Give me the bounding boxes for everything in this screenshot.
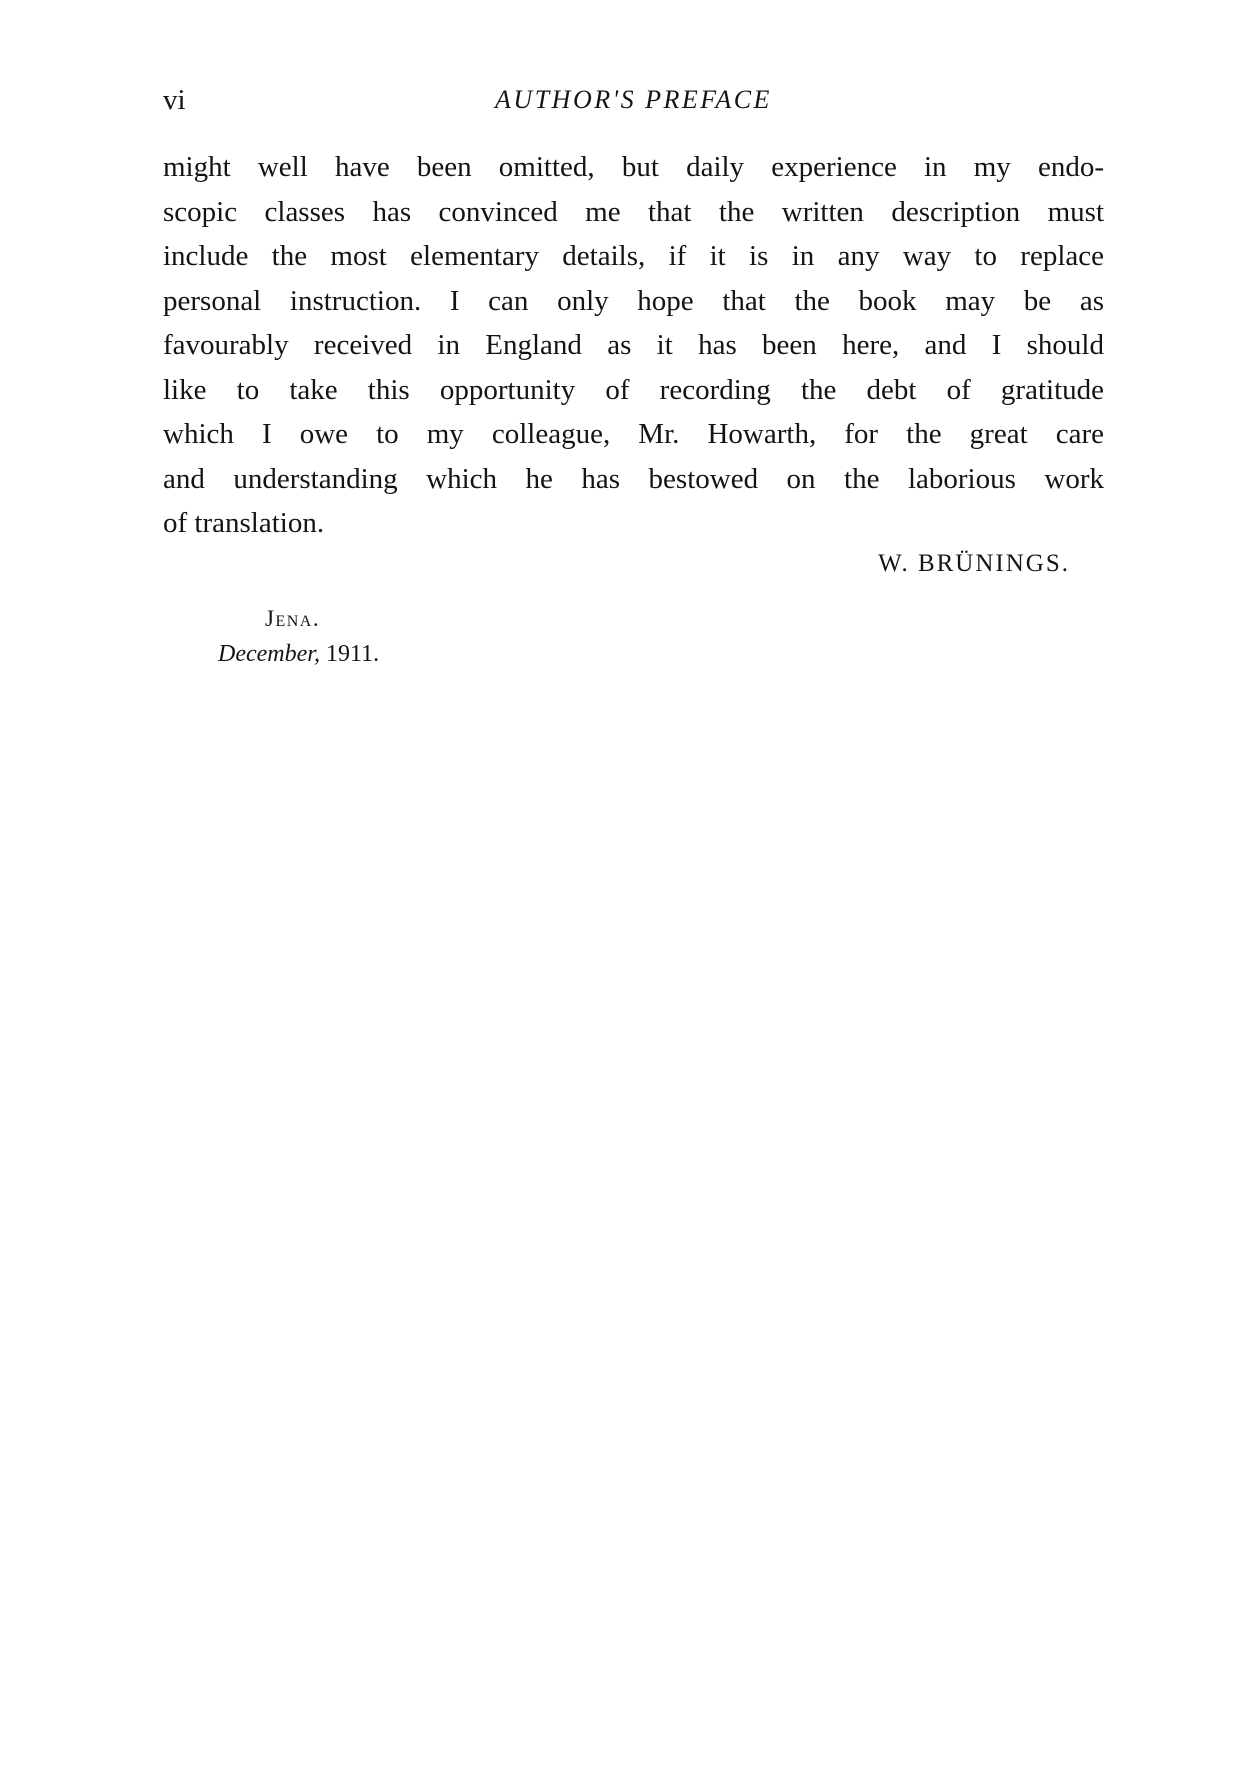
dateline-year: 1911.: [319, 641, 380, 667]
text-line: of translation.: [163, 507, 325, 539]
text-line: and understanding which he has bestowed on the laborious work: [163, 462, 1104, 495]
preface-paragraph: [163, 145, 1104, 546]
dateline-place: Jena.: [265, 606, 321, 631]
dateline-date: [218, 638, 379, 670]
text-line: like to take this opportunity of recording the debt of gratitude: [163, 373, 1104, 406]
author-signature: W. BRÜNINGS.: [878, 550, 1070, 577]
running-head: [163, 80, 1104, 120]
text-line: which I owe to my colleague, Mr. Howarth, for the great care: [163, 418, 1104, 450]
text-line: favourably received in England as it has been here, and I should: [163, 329, 1104, 361]
dateline-month: December,: [218, 641, 320, 667]
text-line: include the most elementary details, if it is in any way to replace: [163, 240, 1104, 272]
text-line: scopic classes has convinced me that the written description must: [163, 195, 1104, 228]
page-number: vi: [163, 84, 186, 116]
text-line: personal instruction. I can only hope that the book may be as: [163, 284, 1104, 317]
text-line: might well have been omitted, but daily experience in my endo-: [163, 151, 1104, 183]
running-title: AUTHOR'S PREFACE: [495, 85, 772, 114]
